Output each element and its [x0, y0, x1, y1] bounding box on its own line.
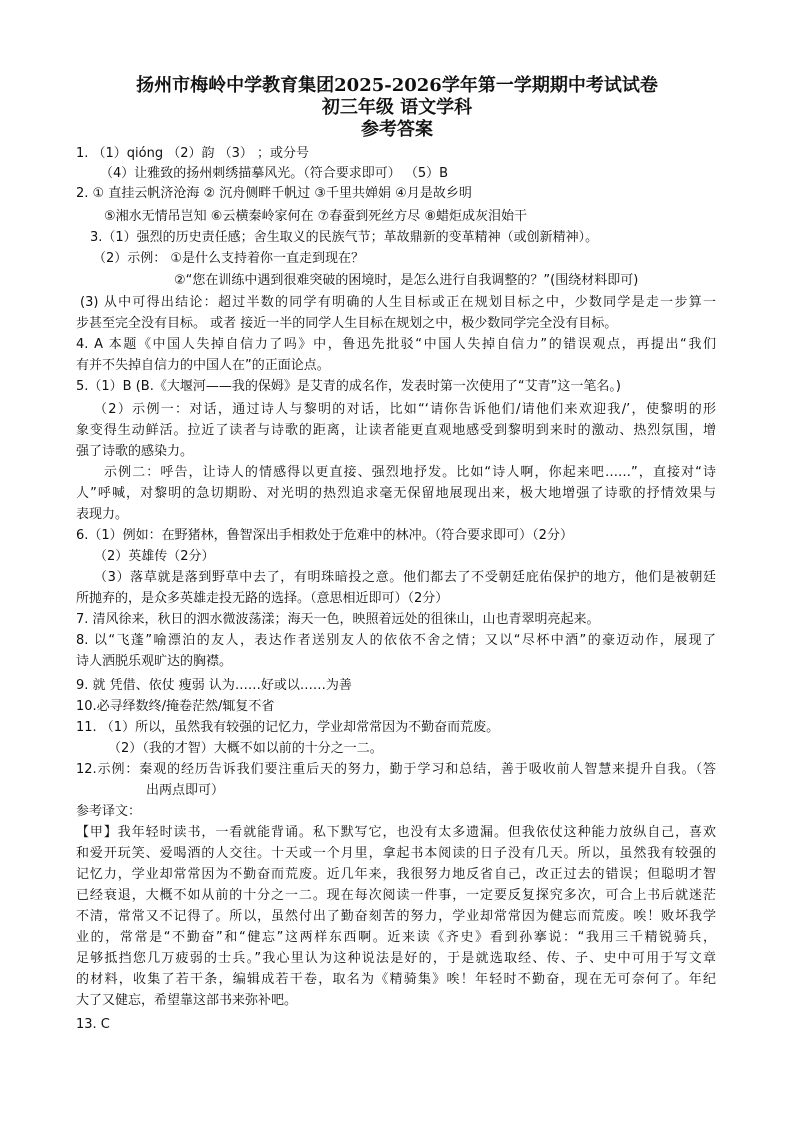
translation-line: 和爱开玩笑、爱喝酒的人交往。十天或一个月里，拿起书本阅读的日子没有几天。所以，虽然我有较强的	[76, 846, 716, 861]
answer-line: （3）落草就是落到野草中去了，有明珠暗投之意。他们都去了不受朝廷庇佑保护的地方，他们是被朝廷	[94, 570, 716, 585]
answer-line: 13. C	[76, 1017, 110, 1032]
translation-line: 已经衰退，大概不如从前的十分之一二。现在每次阅读一件事，一定要反复探究多次，可合上书后就迷茫	[76, 888, 716, 903]
answer-line: 4. A 本题《中国人失掉自信力了吗》中，鲁迅先批驳“中国人失掉自信力”的错误观点，再提出“我们	[76, 337, 716, 352]
answer-line: 5.（1）B (B.《大堰河——我的保姆》是艾青的成名作，发表时第一次使用了“艾青”这一笔名。)	[76, 379, 621, 394]
translation-line: 业的，常常是“不勤奋”和“健忘”这两样东西啊。近来读《齐史》看到孙搴说：“我用三千精锐骑兵，	[76, 930, 716, 945]
answer-line: 步甚至完全没有目标。 或者 接近一半的同学人生目标在规划之中，极少数同学完全没有目标。	[76, 316, 618, 331]
translation-line: 【甲】我年轻时读书，一看就能背诵。私下默写它，也没有太多遗漏。但我依仗这种能力放纵自己，喜欢	[76, 825, 716, 840]
answer-line: 诗人洒脱乐观旷达的胸襟。	[76, 654, 233, 669]
answer-line: 10.必寻绎数终/掩卷茫然/辄复不省	[76, 699, 275, 714]
answer-line: 3.（1）强烈的历史责任感；舍生取义的民族气节；革故鼎新的变革精神（或创新精神）。	[90, 230, 599, 245]
answer-line: 示例二：呼告，让诗人的情感得以更直接、强烈地抒发。比如“诗人啊，你起来吧……”，直接对“诗	[104, 465, 716, 480]
answer-line: （2）英雄传（2分）	[94, 549, 215, 564]
translation-line: 记忆力，学业却常常因为不勤奋而荒废。近几年来，我很努力地反省自己，改正过去的错误；但聪明才智	[76, 867, 716, 882]
answer-line: （4）让雅致的扬州刺绣描摹风光。（符合要求即可） （5）B	[100, 166, 449, 181]
answer-line: 7. 清风徐来，秋日的泗水微波荡漾；海天一色，映照着远处的徂徕山，山也青翠明亮起来。	[76, 612, 600, 627]
answer-key-heading: 参考答案	[361, 119, 433, 140]
answer-line: 强了诗歌的感染力。	[76, 444, 194, 459]
grade-subject: 初三年级 语文学科	[321, 97, 473, 118]
answer-line: 6.（1）例如：在野猪林，鲁智深出手相救处于危难中的林冲。（符合要求即可）（2分）	[76, 528, 573, 543]
answer-line: 8. 以“飞蓬”喻漂泊的友人，表达作者送别友人的依依不舍之情；又以“尽杯中酒”的豪迈动作，展现了	[76, 633, 716, 648]
answer-line: 参考译文：	[76, 804, 142, 819]
answer-line: 有并不失掉自信力的中国人在”的正面论点。	[76, 358, 330, 373]
translation-line: 大了又健忘，希望靠这部书来弥补吧。	[76, 993, 298, 1008]
answer-line: ⑤湘水无情吊岂知 ⑥云横秦岭家何在 ⑦春蚕到死丝方尽 ⑧蜡炬成灰泪始干	[104, 209, 528, 224]
answer-line: 人”呼喊，对黎明的急切期盼、对光明的热烈追求毫无保留地展现出来，极大地增强了诗歌的抒情效果与	[76, 486, 716, 501]
answer-line: ②“您在训练中遇到很难突破的困境时，是怎么进行自我调整的？”(围绕材料即可)	[174, 273, 639, 288]
answer-line: 9. 就 凭借、依仗 瘦弱 认为……好或以……为善	[76, 678, 352, 693]
answer-line: 所抛弃的，是众多英雄走投无路的选择。（意思相近即可）（2分）	[76, 591, 449, 606]
answer-line: 12.示例：秦观的经历告诉我们要注重后天的努力，勤于学习和总结，善于吸收前人智慧来提升自我。（答	[76, 762, 716, 777]
answer-line: （2）示例一：对话，通过诗人与黎明的对话，比如“‘请你告诉他们/请他们来欢迎我/’，使黎明的形	[94, 402, 716, 417]
translation-line: 的材料，收集了若干条，编辑成若干卷，取名为《精骑集》唉！年轻时不勤奋，现在无可奈何了。年纪	[76, 972, 716, 987]
answer-line: 出两点即可）	[146, 783, 225, 798]
translation-line: 不清，常常又不记得了。所以，虽然付出了勤奋刻苦的努力，学业却常常因为健忘而荒废。唉！败坏我学	[76, 909, 716, 924]
exam-title: 扬州市梅岭中学教育集团2025-2026学年第一学期期中考试试卷	[136, 75, 658, 96]
answer-line: 表现力。	[76, 507, 129, 522]
answer-line: 象变得生动鲜活。拉近了读者与诗歌的距离，让读者能更直观地感受到黎明到来时的激动、热烈氛围，增	[76, 423, 716, 438]
answer-line: 1. （1）qióng （2）韵 （3） ；或分号	[76, 146, 310, 161]
answer-line: 2. ① 直挂云帆济沧海 ② 沉舟侧畔千帆过 ③千里共婵娟 ④月是故乡明	[76, 186, 472, 201]
translation-line: 足够抵挡您几万疲弱的士兵。”我心里认为这种说法是好的，于是就选取经、传、子、史中可用于写文章	[76, 951, 716, 966]
answer-line: 11. （1）所以，虽然我有较强的记忆力，学业却常常因为不勤奋而荒废。	[76, 720, 500, 735]
answer-line: (3) 从中可得出结论：超过半数的同学有明确的人生目标或正在规划目标之中，少数同学是走一步算一	[80, 295, 716, 310]
answer-line: （2）（我的才智）大概不如以前的十分之一二。	[108, 741, 383, 756]
answer-line: （2）示例： ①是什么支持着你一直走到现在？	[93, 251, 365, 266]
